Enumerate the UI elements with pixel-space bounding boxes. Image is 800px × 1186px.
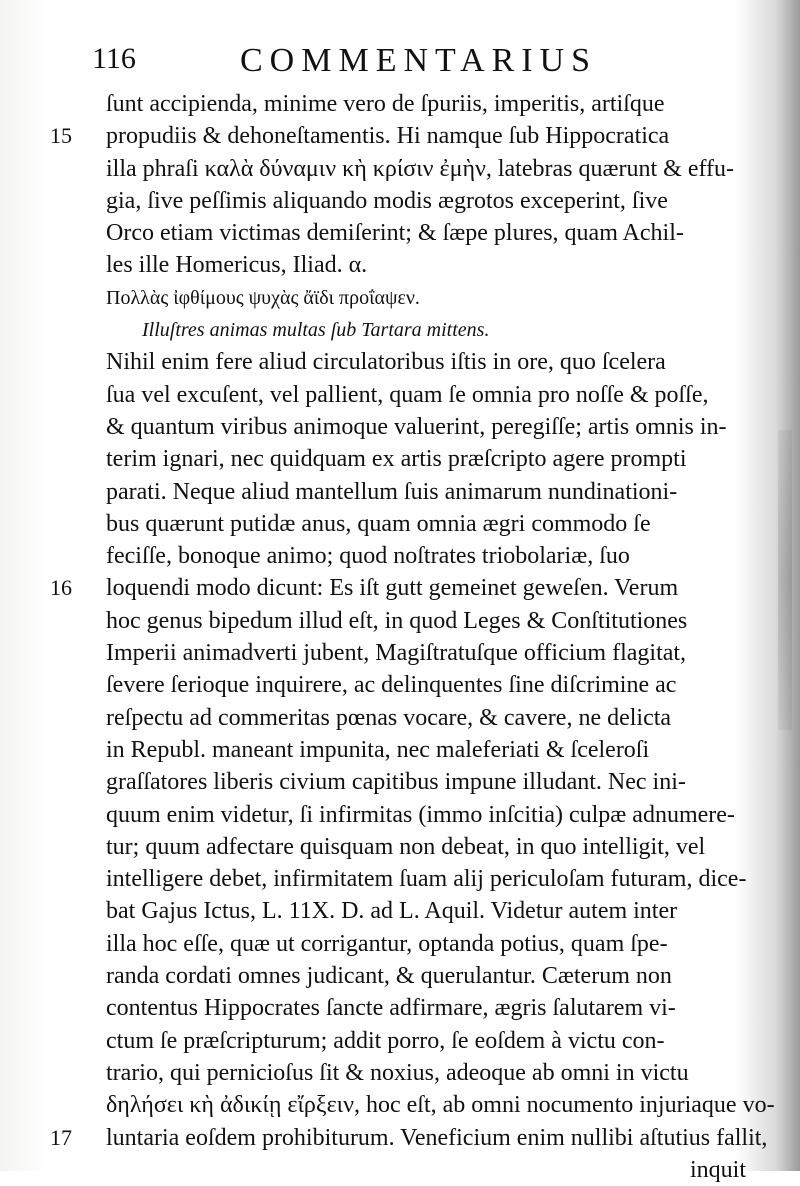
line-text: gia, ſive peſſimis aliquando modis ægrotos exceperint, ſive: [106, 187, 668, 214]
text-line: [106, 1089, 775, 1121]
line-text: bat Gajus Ictus, L. 11X. D. ad L. Aquil. Videtur autem inter: [106, 898, 678, 925]
line-text: loquendi modo dicunt: Es iſt gutt gemeinet geweſen. Verum: [106, 575, 679, 602]
line-text: Nihil enim fere aliud circulatoribus iſtis in ore, quo ſcelera: [106, 349, 666, 376]
text-line: [50, 120, 766, 152]
text-line: [106, 249, 766, 281]
line-text: quum enim videtur, ſi infirmitas (immo inſcitia) culpæ adnumere-: [106, 801, 735, 828]
line-text: & quantum viribus animoque valuerint, peregiſſe; artis omnis in-: [106, 413, 727, 440]
text-line: [106, 185, 766, 217]
margin-note: 15: [50, 123, 72, 149]
line-text: bus quærunt putidæ anus, quam omnia ægri commodo ſe: [106, 510, 651, 537]
line-text: contentus Hippocrates ſancte adfirmare, ægris ſalutarem vi-: [106, 995, 676, 1022]
line-text: reſpectu ad commeritas pœnas vocare, & cavere, ne delicta: [106, 704, 672, 731]
line-text: ſunt accipienda, minime vero de ſpuriis, imperitis, artiſque: [106, 91, 665, 117]
line-text: ctum ſe præſcripturum; addit porro, ſe eoſdem à victu con-: [106, 1027, 665, 1054]
text-line: [106, 863, 766, 895]
line-text: δηλήσει κὴ ἀδικίῃ εἴρξειν, hoc eſt, ab omni nocumento injuriaque vo-: [106, 1092, 775, 1119]
line-text: randa cordati omnes judicant, & querulantur. Cæterum non: [106, 963, 672, 990]
text-line: [106, 508, 766, 540]
line-text: Πολλὰς ἰφθίμους ψυχὰς ἄϊδι προΐαψεν.: [106, 286, 420, 309]
text-line: [106, 1154, 766, 1186]
text-line: [106, 346, 766, 378]
line-text: parati. Neque aliud mantellum ſuis animarum nundinationi-: [106, 478, 678, 505]
line-text: Imperii animadverti jubent, Magiſtratuſque officium flagitat,: [106, 640, 687, 667]
line-text: ſevere ſerioque inquirere, ac delinquentes ſine diſcrimine ac: [106, 672, 677, 699]
text-line: [106, 88, 766, 120]
page-header: [92, 42, 742, 86]
line-text: Illuſtres animas multas ſub Tartara mittens.: [142, 319, 490, 342]
line-text: illa hoc eſſe, quæ ut corrigantur, optanda potius, quam ſpe-: [106, 930, 668, 957]
running-title: COMMENTARIUS: [240, 42, 598, 79]
line-text: luntaria eoſdem prohibiturum. Veneficium enim nullibi aſtutius fallit,: [106, 1124, 768, 1151]
line-text: intelligere debet, infirmitatem ſuam alij periculoſam futuram, dice-: [106, 866, 747, 893]
text-line: [106, 928, 766, 960]
text-line: [106, 637, 766, 669]
text-line: [106, 605, 766, 637]
text-line: [106, 153, 766, 185]
line-text: inquit: [689, 1156, 746, 1183]
text-block: [50, 88, 775, 1186]
line-text: hoc genus bipedum illud eſt, in quod Leges & Conſtitutiones: [106, 607, 688, 634]
text-line: [106, 540, 766, 572]
page-number: 116: [92, 42, 136, 75]
line-text: graſſatores liberis civium capitibus impune illudant. Nec ini-: [106, 769, 686, 796]
text-line: [106, 314, 766, 346]
line-text: feciſſe, bonoque animo; quod noſtrates triobolariæ, ſuo: [106, 543, 630, 570]
text-line: [106, 379, 766, 411]
text-line: [50, 1122, 768, 1154]
line-text: Orco etiam victimas demiſerint; & ſæpe plures, quam Achil-: [106, 220, 684, 247]
text-line: [106, 669, 766, 701]
margin-note: 16: [50, 575, 72, 601]
text-line: [106, 1057, 766, 1089]
text-line: [106, 217, 766, 249]
text-line: [106, 895, 766, 927]
text-line: [50, 572, 766, 604]
line-text: ſua vel excuſent, vel pallient, quam ſe omnia pro noſſe & poſſe,: [106, 381, 709, 408]
line-text: trario, qui pernicioſus ſit & noxius, adeoque ab omni in victu: [106, 1059, 689, 1086]
text-line: [106, 734, 766, 766]
text-line: [106, 1025, 766, 1057]
text-line: [106, 282, 766, 314]
line-text: in Republ. maneant impunita, nec maleferiati & ſceleroſi: [106, 736, 650, 763]
line-text: terim ignari, nec quidquam ex artis præſcripto agere prompti: [106, 446, 687, 473]
line-text: tur; quum adfectare quisquam non debeat, in quo intelligit, vel: [106, 833, 706, 860]
margin-note: 17: [50, 1124, 72, 1150]
text-line: [106, 476, 766, 508]
line-text: les ille Homericus, Iliad. α.: [106, 252, 368, 279]
text-line: [106, 766, 766, 798]
text-line: [106, 702, 766, 734]
line-text: illa phraſi καλὰ δύναμιν κὴ κρίσιν ἐμὴν, latebras quærunt & effu-: [106, 155, 735, 182]
line-text: propudiis & dehoneſtamentis. Hi namque ſub Hippocratica: [106, 123, 670, 150]
page-edge-shadow: [778, 430, 792, 730]
text-line: [106, 799, 766, 831]
text-line: [106, 992, 766, 1024]
text-line: [106, 443, 766, 475]
text-line: [106, 411, 766, 443]
text-line: [106, 831, 766, 863]
text-line: [106, 960, 766, 992]
